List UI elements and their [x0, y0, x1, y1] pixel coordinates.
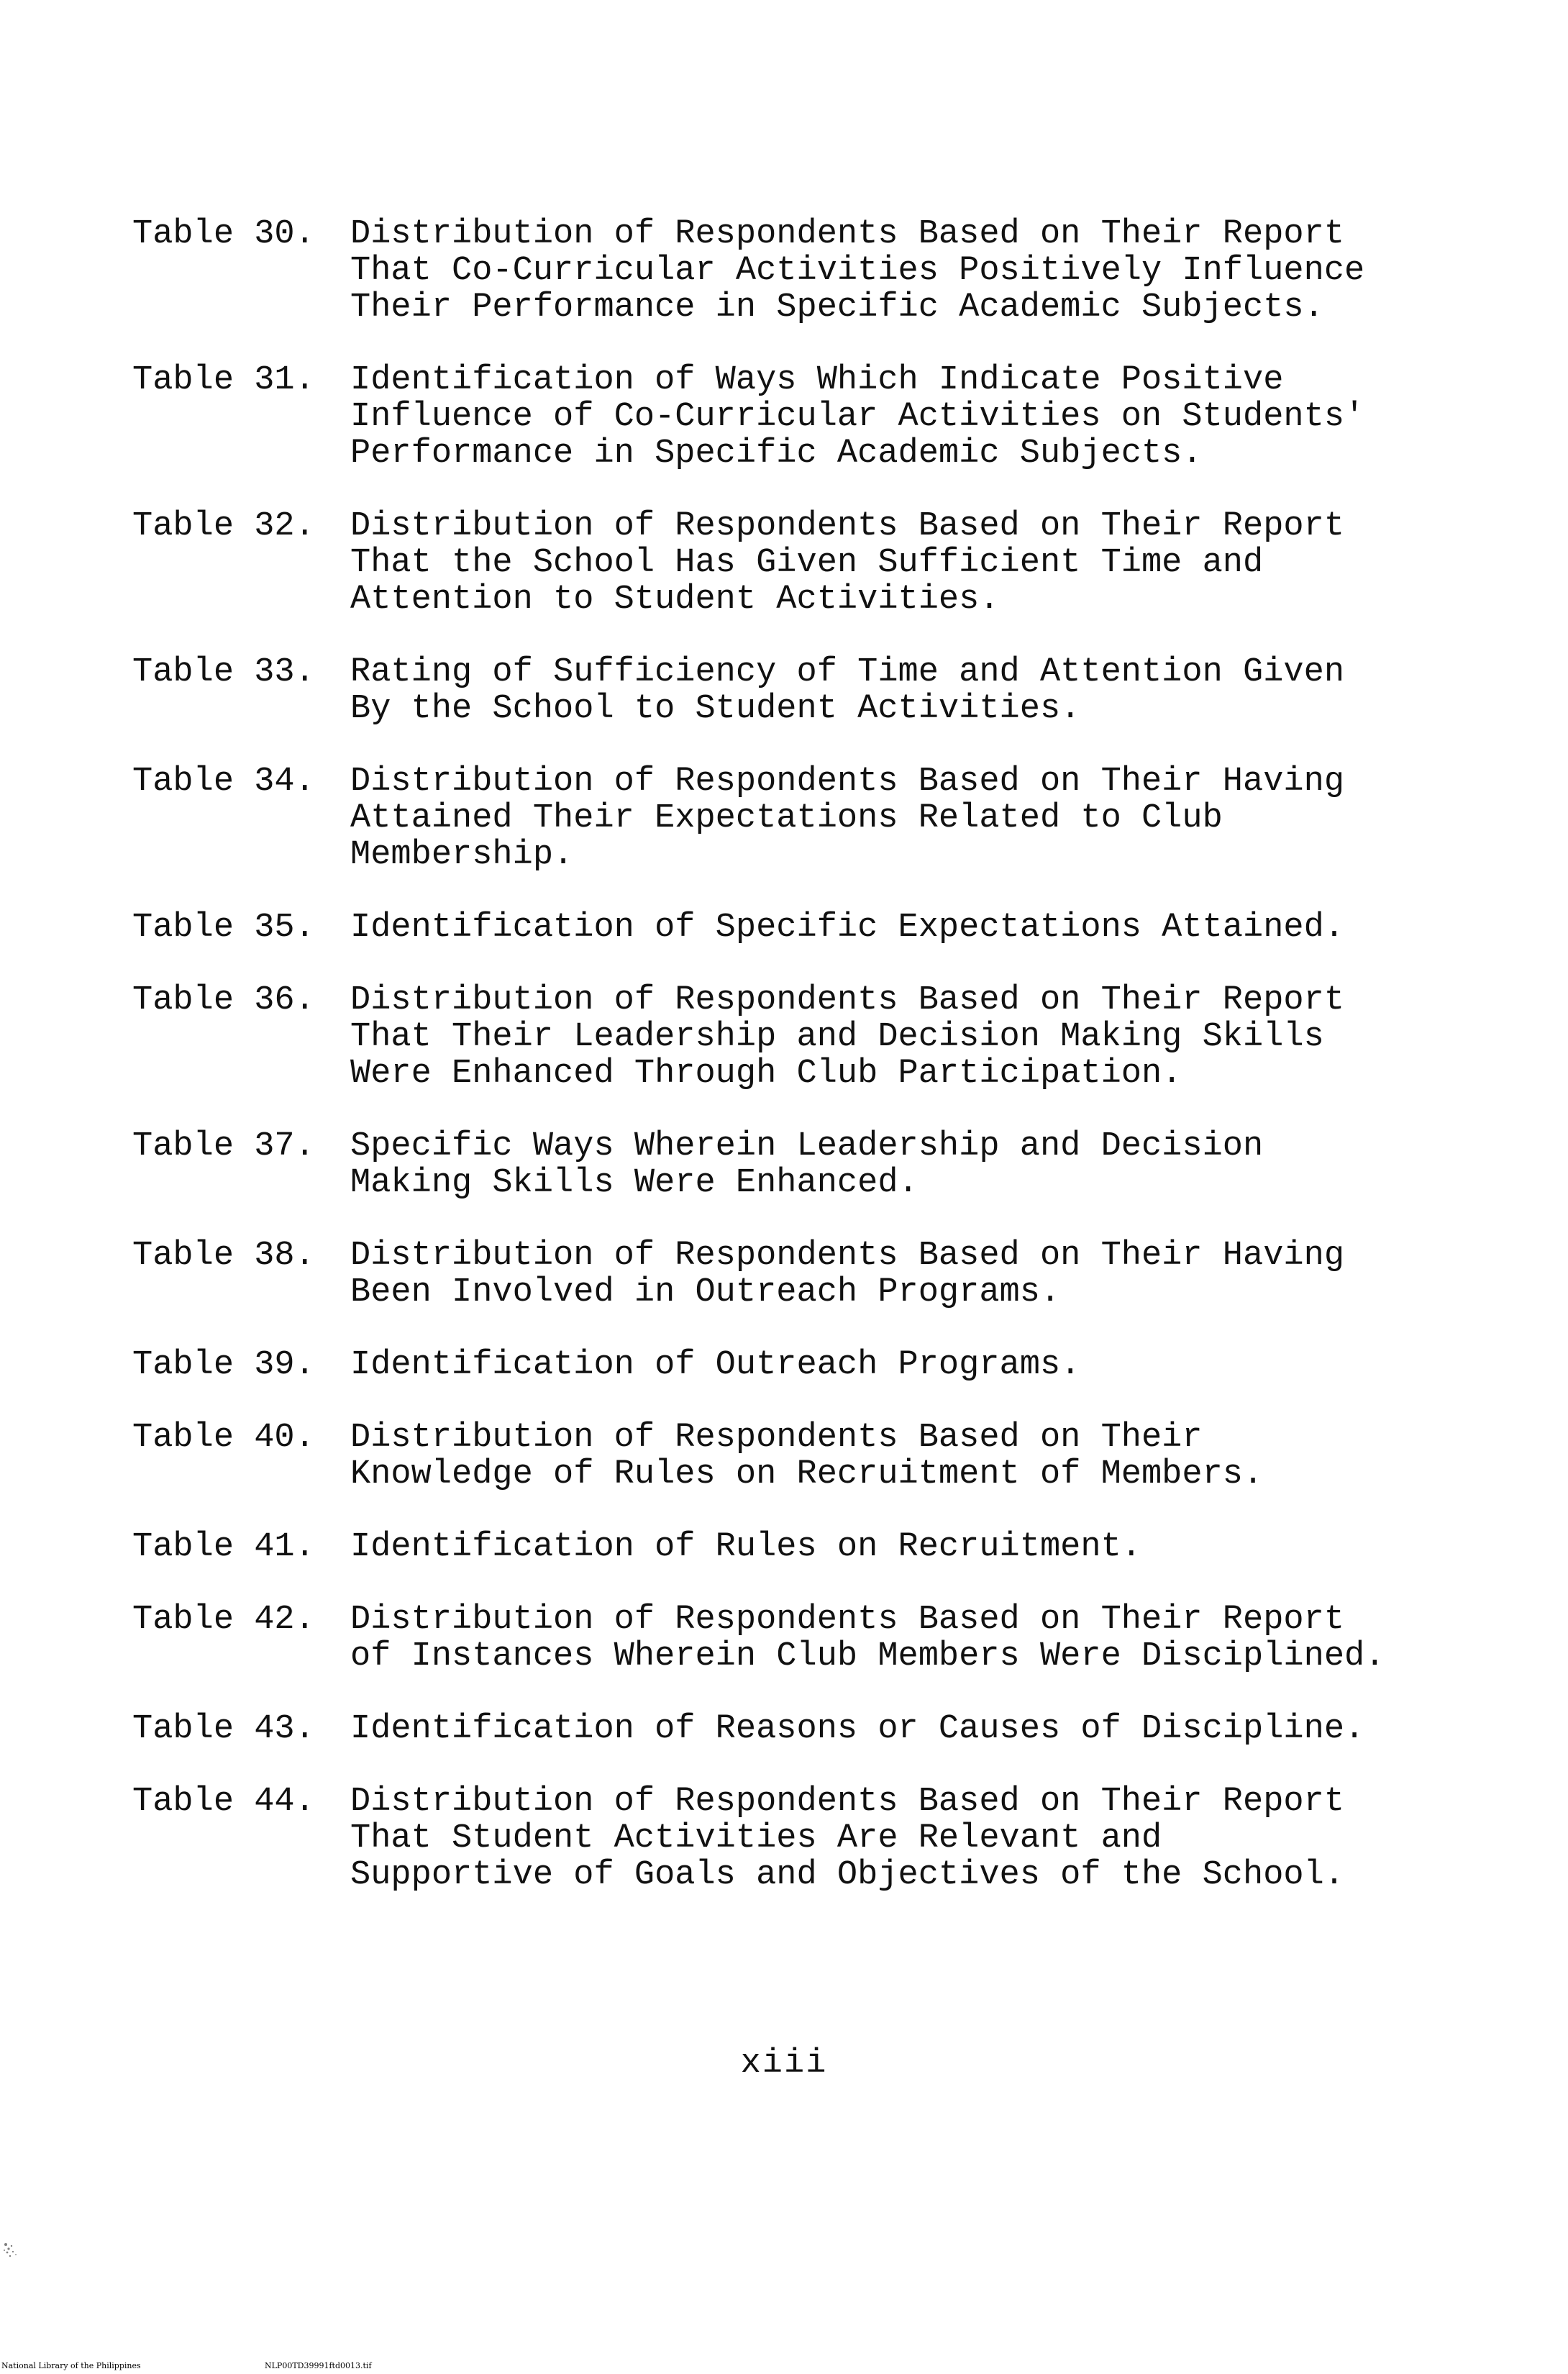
table-number: Table 42. — [132, 1601, 315, 1639]
list-item — [132, 1711, 1485, 1747]
table-caption: Distribution of Respondents Based on Their Report That Student Activities Are Relevant and Supportive of Goals and Objectives of the School. — [350, 1783, 1345, 1894]
table-caption: Identification of Specific Expectations Attained. — [350, 909, 1345, 947]
table-number: Table 31. — [132, 361, 315, 399]
table-caption: Rating of Sufficiency of Time and Attention Given By the School to Student Activities. — [350, 653, 1345, 728]
table-number: Table 44. — [132, 1783, 315, 1821]
file-name: NLP00TD39991ftd0013.tif — [265, 2361, 372, 2370]
list-item — [132, 1783, 1485, 1893]
library-credit: National Library of the Philippines — [1, 2361, 141, 2370]
table-caption: Distribution of Respondents Based on Their Having Been Involved in Outreach Programs. — [350, 1237, 1345, 1311]
list-item — [132, 654, 1485, 727]
table-caption: Distribution of Respondents Based on Their Report That Co-Curricular Activities Positively Influence Their Performance in Specific Academic Subjects. — [350, 215, 1365, 327]
table-number: Table 36. — [132, 981, 315, 1019]
list-item — [132, 1128, 1485, 1201]
table-caption: Distribution of Respondents Based on Their Report That the School Has Given Sufficient Time and Attention to Student Activities. — [350, 507, 1345, 619]
list-item — [132, 1529, 1485, 1565]
page-number: xiii — [740, 2045, 828, 2083]
list-item — [132, 763, 1485, 873]
table-number: Table 32. — [132, 507, 315, 545]
table-caption: Identification of Reasons or Causes of Discipline. — [350, 1710, 1365, 1748]
table-caption: Distribution of Respondents Based on Their Report of Instances Wherein Club Members Were Disciplined. — [350, 1601, 1385, 1675]
list-of-tables — [132, 216, 1485, 1929]
list-item — [132, 1347, 1485, 1383]
table-number: Table 41. — [132, 1528, 315, 1566]
table-number: Table 33. — [132, 653, 315, 691]
list-item — [132, 1237, 1485, 1311]
table-caption: Identification of Ways Which Indicate Positive Influence of Co-Curricular Activities on Students' Performance in Specific Academic Subjects. — [350, 361, 1365, 473]
table-number: Table 38. — [132, 1237, 315, 1275]
table-number: Table 40. — [132, 1419, 315, 1457]
table-number: Table 34. — [132, 763, 315, 801]
table-caption: Specific Ways Wherein Leadership and Decision Making Skills Were Enhanced. — [350, 1127, 1264, 1202]
table-caption: Identification of Outreach Programs. — [350, 1346, 1081, 1384]
list-item — [132, 982, 1485, 1092]
table-number: Table 43. — [132, 1710, 315, 1748]
list-item — [132, 216, 1485, 326]
table-caption: Distribution of Respondents Based on Their Knowledge of Rules on Recruitment of Members. — [350, 1419, 1264, 1493]
table-number: Table 39. — [132, 1346, 315, 1384]
table-number: Table 37. — [132, 1127, 315, 1165]
table-caption: Distribution of Respondents Based on Their Having Attained Their Expectations Related to Club Membership. — [350, 763, 1345, 874]
table-caption: Identification of Rules on Recruitment. — [350, 1528, 1141, 1566]
scan-artifact — [0, 2230, 43, 2266]
table-number: Table 35. — [132, 909, 315, 947]
list-item — [132, 362, 1485, 472]
list-item — [132, 1419, 1485, 1493]
table-number: Table 30. — [132, 215, 315, 253]
table-caption: Distribution of Respondents Based on Their Report That Their Leadership and Decision Making Skills Were Enhanced Through Club Participation. — [350, 981, 1345, 1093]
list-item — [132, 508, 1485, 618]
list-item — [132, 1601, 1485, 1675]
list-item — [132, 909, 1485, 946]
